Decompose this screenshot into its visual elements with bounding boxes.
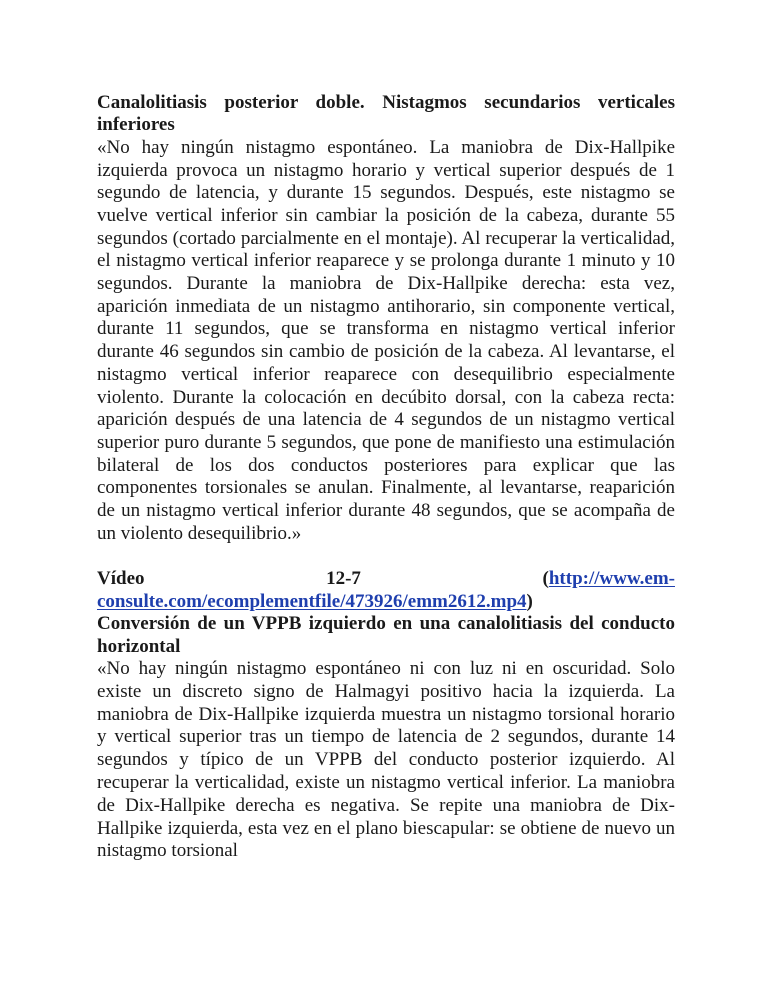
- video-link-start[interactable]: [543, 568, 675, 590]
- video-url-line: [97, 591, 675, 613]
- video-label: Vídeo: [97, 568, 145, 590]
- section-heading-bppv-conversion: Conversión de un VPPB izquierdo en una canalolitiasis del conducto horizontal: [97, 613, 675, 657]
- document-page: [97, 92, 675, 863]
- section-body-double-posterior-canalolithiasis: «No hay ningún nistagmo espontáneo. La maniobra de Dix-Hallpike izquierda provoca un nistagmo horario y vertical superior después de 1 segundo de latencia, y durante 15 segundos. Después, este nistagmo se vuelve vertical inferior sin cambiar la posición de la cabeza, durante 55 segundos (cortado parcialmente en el montaje). Al recuperar la verticalidad, el nistagmo vertical inferior reaparece y se prolonga durante 1 minuto y 10 segundos. Durante la maniobra de Dix-Hallpike derecha: esta vez, aparición inmediata de un nistagmo antihorario, sin componente vertical, durante 11 segundos, que se transforma en nistagmo vertical inferior durante 46 segundos sin cambio de posición de la cabeza. Al levantarse, el nistagmo vertical inferior reaparece con desequilibrio especialmente violento. Durante la colocación en decúbito dorsal, con la cabeza recta: aparición después de una latencia de 4 segundos de un nistagmo vertical superior puro durante 5 segundos, que pone de manifiesto una estimulación bilateral de los dos conductos posteriores para explicar que las componentes torsionales se anulan. Finalmente, al levantarse, reaparición de un nistagmo vertical inferior durante 48 segundos, que se acompaña de un violento desequilibrio.»: [97, 136, 675, 544]
- video-reference-row: [97, 568, 675, 590]
- paragraph-spacer: [97, 545, 675, 568]
- video-url-part1[interactable]: http://www.em-: [548, 568, 675, 590]
- video-number: 12-7: [326, 568, 361, 590]
- section-heading-double-posterior-canalolithiasis: Canalolitiasis posterior doble. Nistagmos secundarios verticales inferiores: [97, 92, 675, 136]
- video-url-part2[interactable]: consulte.com/ecomplementfile/473926/emm2612.mp4: [97, 590, 527, 612]
- section-body-bppv-conversion: «No hay ningún nistagmo espontáneo ni con luz ni en oscuridad. Solo existe un discreto signo de Halmagyi positivo hacia la izquierda. La maniobra de Dix-Hallpike izquierda muestra un nistagmo torsional horario y vertical superior tras un tiempo de latencia de 2 segundos, durante 14 segundos y típico de un VPPB del conducto posterior izquierdo. Al recuperar la verticalidad, existe un nistagmo vertical inferior. La maniobra de Dix-Hallpike derecha es negativa. Se repite una maniobra de Dix-Hallpike izquierda, esta vez en el plano biescapular: se obtiene de nuevo un nistagmo torsional: [97, 658, 675, 862]
- open-paren: (: [542, 568, 549, 590]
- close-paren: ): [526, 590, 533, 612]
